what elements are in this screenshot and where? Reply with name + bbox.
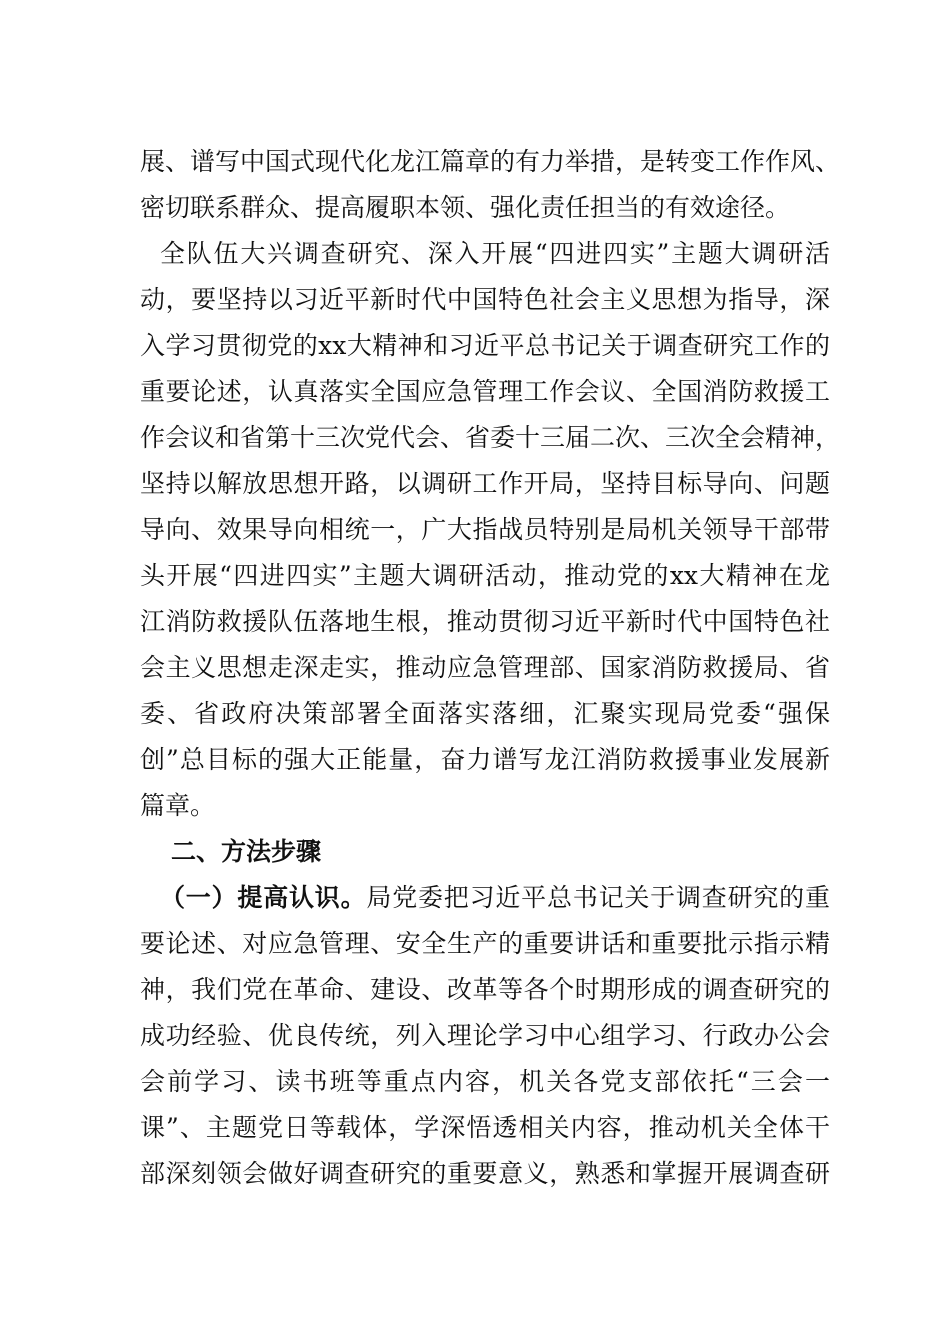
paragraph-line: 动，要坚持以习近平新时代中国特色社会主义思想为指导，深 (140, 285, 830, 314)
paragraph-line: 会主义思想走深走实，推动应急管理部、国家消防救援局、省 (140, 653, 830, 682)
paragraph-line: 课”、主题党日等载体，学深悟透相关内容，推动机关全体干 (140, 1113, 830, 1142)
paragraph-line: 展、谱写中国式现代化龙江篇章的有力举措，是转变工作作风、 (140, 147, 841, 176)
paragraph-line: 头开展“四进四实”主题大调研活动，推动党的xx大精神在龙 (140, 561, 830, 590)
paragraph-line: 江消防救援队伍落地生根，推动贯彻习近平新时代中国特色社 (140, 607, 830, 636)
paragraph-line: 入学习贯彻党的xx大精神和习近平总书记关于调查研究工作的 (140, 331, 830, 360)
paragraph-text: 局党委把习近平总书记关于调查研究的重 (366, 883, 830, 912)
paragraph-line: 神，我们党在革命、建设、改革等各个时期形成的调查研究的 (140, 975, 830, 1004)
paragraph-line: 导向、效果导向相统一，广大指战员特别是局机关领导干部带 (140, 515, 830, 544)
paragraph-line: 全队伍大兴调查研究、深入开展“四进四实”主题大调研活 (160, 239, 830, 268)
paragraph-line: 重要论述，认真落实全国应急管理工作会议、全国消防救援工 (140, 377, 830, 406)
paragraph-line: 会前学习、读书班等重点内容，机关各党支部依托“三会一 (140, 1067, 830, 1096)
paragraph-line: 创”总目标的强大正能量，奋力谱写龙江消防救援事业发展新 (140, 745, 830, 774)
paragraph-line: 坚持以解放思想开路，以调研工作开局，坚持目标导向、问题 (140, 469, 830, 498)
paragraph-line: 篇章。 (140, 791, 216, 820)
subsection-lead: （一）提高认识。 (160, 883, 367, 912)
paragraph-line: 委、省政府决策部署全面落实落细，汇聚实现局党委“强保 (140, 699, 830, 728)
paragraph-line: 成功经验、优良传统，列入理论学习中心组学习、行政办公会 (140, 1021, 830, 1050)
paragraph-line: 部深刻领会做好调查研究的重要意义，熟悉和掌握开展调查研 (140, 1159, 830, 1188)
paragraph-line: 密切联系群众、提高履职本领、强化责任担当的有效途径。 (140, 193, 791, 222)
paragraph-line: 作会议和省第十三次党代会、省委十三届二次、三次全会精神， (140, 423, 841, 452)
paragraph-line (160, 878, 830, 918)
paragraph-line: 要论述、对应急管理、安全生产的重要讲话和重要批示指示精 (140, 929, 830, 958)
section-heading: 二、方法步骤 (171, 837, 322, 866)
